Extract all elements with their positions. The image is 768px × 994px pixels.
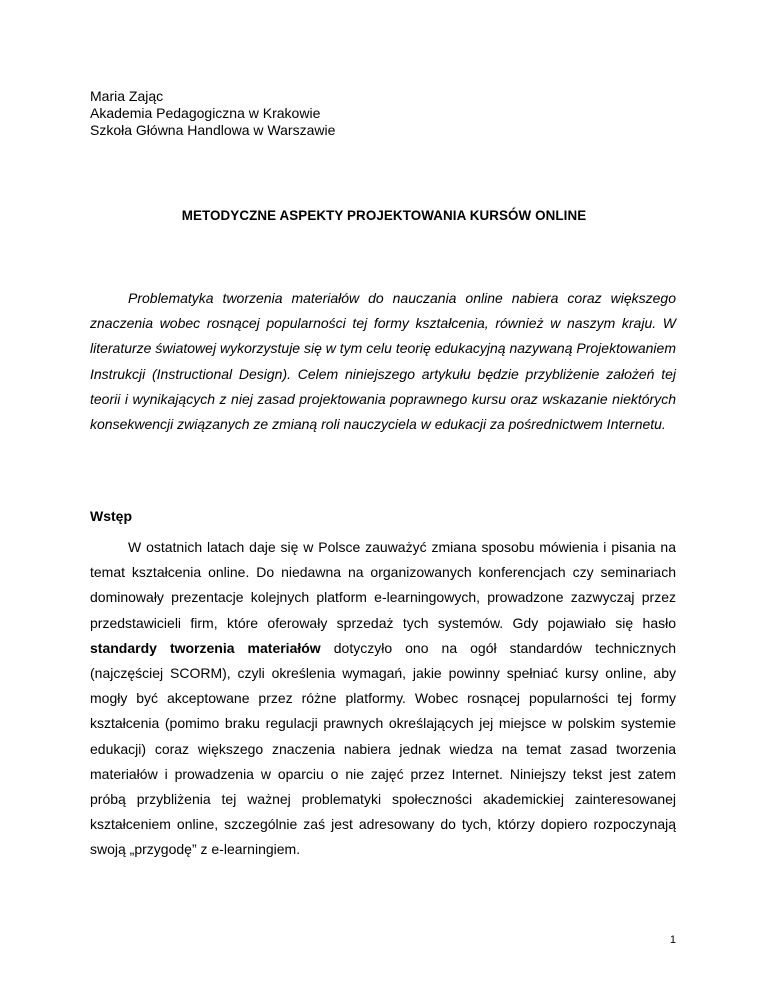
abstract-paragraph: Problematyka tworzenia materiałów do nauczania online nabiera coraz większego znaczenia wobec rosnącej popularności tej formy kształcenia, również w naszym kraju. W literaturze światowej wykorzystuje się w tym celu teorię edukacyjną nazywaną Projektowaniem Instrukcji (Instructional Design). Celem niniejszego artykułu będzie przybliżenie założeń tej teorii i wynikających z niej zasad projektowania poprawnego kursu oraz wskazanie niektórych konsekwencji związanych ze zmianą roli nauczyciela w edukacji za pośrednictwem Internetu.	[90, 290, 676, 433]
author-affiliation-2: Szkoła Główna Handlowa w Warszawie	[90, 122, 336, 138]
body-paragraph	[90, 535, 676, 863]
body-text-part-1: W ostatnich latach daje się w Polsce zauważyć zmiana sposobu mówienia i pisania na temat kształcenia online. Do niedawna na organizowanych konferencjach czy seminariach dominowały prezentacje kolejnych platform e-learningowych, prowadzone zazwyczaj przez przedstawicieli firm, które oferowały sprzedaż tych systemów. Gdy pojawiało się hasło	[90, 539, 676, 631]
body-text-part-2: dotyczyło ono na ogół standardów technicznych (najczęściej SCORM), czyli określenia wymagań, jakie powinny spełniać kursy online, aby mogły być akceptowane przez różne platformy. Wobec rosnącej popularności tej formy kształcenia (pomimo braku regulacji prawnych określających jej miejsce w polskim systemie edukacji) coraz większego znaczenia nabiera jednak wiedza na temat zasad tworzenia materiałów i prowadzenia w oparciu o nie zajęć przez Internet. Niniejszy tekst jest zatem próbą przybliżenia tej ważnej problematyki społeczności akademickiej zainteresowanej kształceniem online, szczególnie zaś jest adresowany do tych, którzy dopiero rozpoczynają swoją „przygodę” z e-learningiem.	[90, 639, 676, 858]
section-heading: Wstęp	[90, 508, 132, 524]
page-number: 1	[669, 934, 676, 946]
author-affiliation-1: Akademia Pedagogiczna w Krakowie	[90, 105, 321, 121]
author-block	[90, 88, 335, 139]
body-text-bold-phrase: standardy tworzenia materiałów	[90, 639, 321, 656]
author-name: Maria Zając	[90, 88, 164, 104]
paper-title: METODYCZNE ASPEKTY PROJEKTOWANIA KURSÓW ONLINE	[181, 208, 587, 223]
